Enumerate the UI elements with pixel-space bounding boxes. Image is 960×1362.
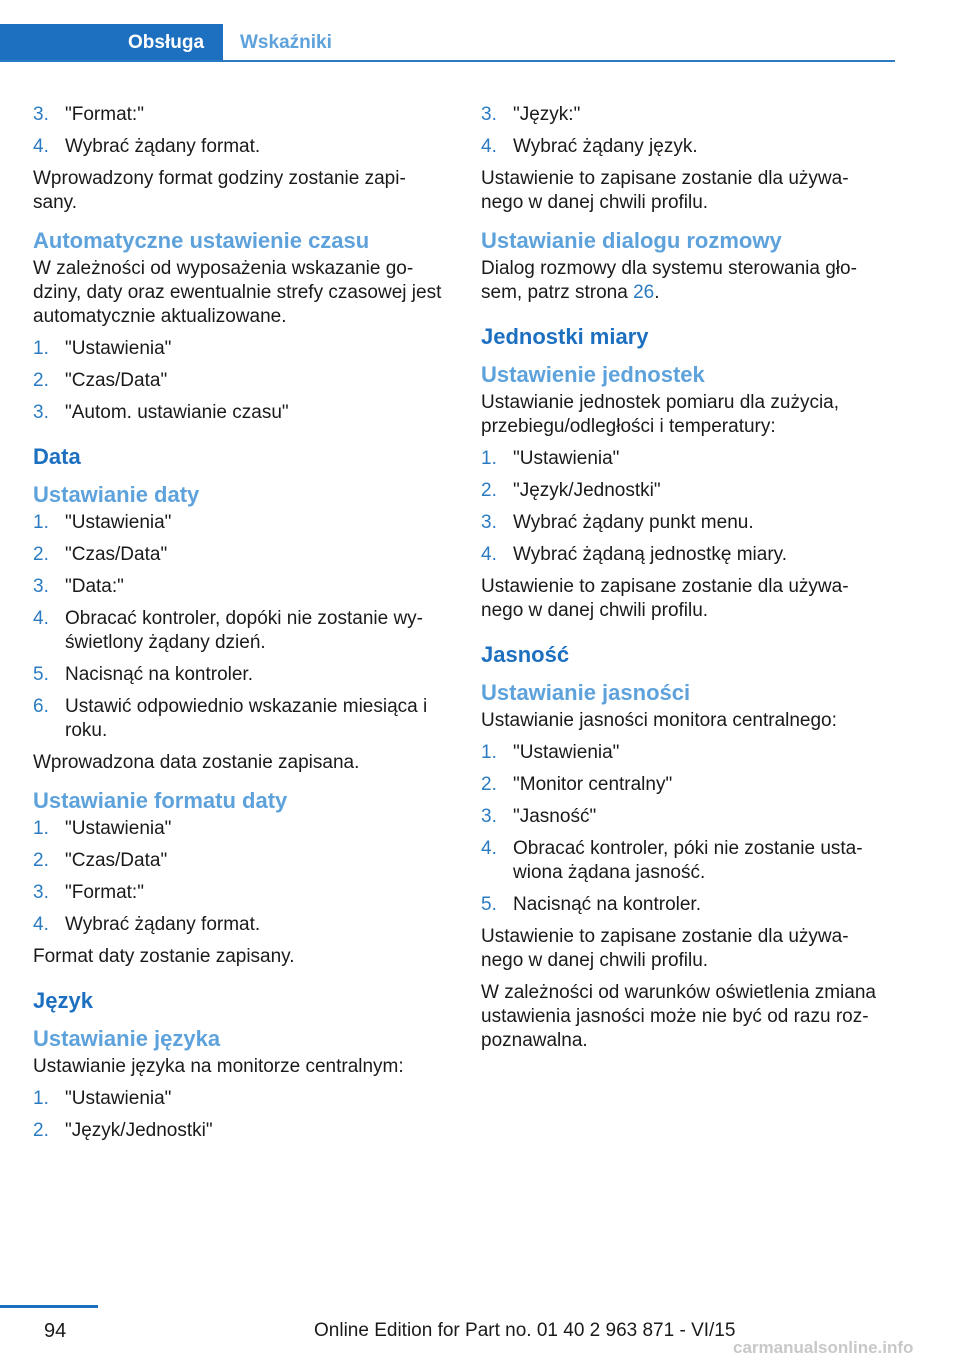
list-item	[481, 741, 896, 765]
list-text: Ustawić odpowiednio wskazanie miesiąca i roku.	[65, 696, 428, 741]
list-item	[33, 1087, 448, 1111]
page-reference-link[interactable]: 26	[633, 282, 655, 303]
header-rule	[0, 60, 895, 62]
subsection-heading: Ustawianie formatu daty	[33, 788, 288, 813]
list-text: "Ustawienia"	[65, 1088, 172, 1109]
list-number: 4.	[481, 136, 497, 157]
list-item	[481, 479, 896, 503]
list-item	[33, 401, 448, 425]
list-item	[33, 663, 448, 687]
list-item	[33, 337, 448, 361]
list-number: 4.	[33, 608, 49, 629]
list-number: 4.	[481, 544, 497, 565]
list-item	[33, 135, 448, 159]
list-number: 2.	[33, 544, 49, 565]
paragraph	[33, 945, 448, 969]
paragraph	[33, 257, 448, 329]
list-number: 3.	[481, 512, 497, 533]
list-number: 5.	[481, 894, 497, 915]
list-text: "Monitor centralny"	[513, 774, 673, 795]
list-number: 1.	[481, 448, 497, 469]
list-item	[481, 135, 896, 159]
paragraph	[481, 981, 896, 1053]
paragraph-text: Ustawianie jasności monitora centralnego:	[481, 710, 837, 731]
paragraph	[481, 925, 896, 973]
paragraph-text: Ustawienie to zapisane zostanie dla używa‐ nego w danej chwili profilu.	[481, 576, 849, 621]
list-text: Obracać kontroler, dopóki nie zostanie wy‐ świetlony żądany dzień.	[65, 608, 424, 653]
list-item	[481, 773, 896, 797]
list-item	[33, 1119, 448, 1143]
paragraph-text: Wprowadzona data zostanie zapisana.	[33, 752, 360, 773]
list-number: 1.	[481, 742, 497, 763]
paragraph-text-end: .	[654, 282, 660, 303]
left-column	[33, 103, 448, 1151]
list-text: "Ustawienia"	[65, 512, 172, 533]
subsection-heading: Ustawianie daty	[33, 482, 200, 507]
paragraph	[33, 751, 448, 775]
list-text: "Czas/Data"	[65, 850, 168, 871]
list-text: "Format:"	[65, 104, 144, 125]
list-text: "Data:"	[65, 576, 124, 597]
paragraph-text: W zależności od wyposażenia wskazanie go‐ dziny, daty oraz ewentualnie strefy czasowej jest automatycznie aktualizowane.	[33, 258, 442, 327]
list-text: "Format:"	[65, 882, 144, 903]
list-item	[33, 913, 448, 937]
paragraph	[481, 257, 896, 305]
paragraph-text: Ustawianie jednostek pomiaru dla zużycia, przebiegu/odległości i temperatury:	[481, 392, 840, 437]
list-number: 2.	[481, 480, 497, 501]
watermark: carmanualsonline.info	[733, 1338, 914, 1357]
list-item	[481, 805, 896, 829]
list-number: 2.	[33, 1120, 49, 1141]
paragraph-text: W zależności od warunków oświetlenia zmiana ustawienia jasności może nie być od razu roz‐ poznawalna.	[481, 982, 876, 1051]
list-item	[481, 447, 896, 471]
list-item	[481, 511, 896, 535]
paragraph	[481, 709, 896, 733]
paragraph	[33, 167, 448, 215]
list-number: 3.	[481, 806, 497, 827]
right-column	[481, 103, 896, 1061]
list-number: 2.	[33, 370, 49, 391]
list-number: 4.	[33, 136, 49, 157]
paragraph	[481, 391, 896, 439]
paragraph-text: Format daty zostanie zapisany.	[33, 946, 295, 967]
list-item	[33, 369, 448, 393]
list-text: Nacisnąć na kontroler.	[65, 664, 253, 685]
list-number: 3.	[33, 402, 49, 423]
list-item	[481, 103, 896, 127]
list-number: 4.	[33, 914, 49, 935]
list-item	[481, 893, 896, 917]
edition-footer: Online Edition for Part no. 01 40 2 963 871 - VI/15	[314, 1320, 736, 1341]
list-text: "Język/Jednostki"	[513, 480, 661, 501]
paragraph	[481, 575, 896, 623]
list-number: 1.	[33, 818, 49, 839]
section-heading: Data	[33, 444, 81, 469]
header-tabbar	[0, 24, 895, 62]
section-heading: Język	[33, 988, 93, 1013]
list-number: 3.	[33, 882, 49, 903]
page-number-rule	[0, 1305, 98, 1308]
list-text: Wybrać żądany format.	[65, 136, 261, 157]
list-number: 5.	[33, 664, 49, 685]
list-item	[33, 103, 448, 127]
list-text: "Ustawienia"	[513, 742, 620, 763]
list-text: "Ustawienia"	[65, 818, 172, 839]
subsection-heading: Ustawienie jednostek	[481, 362, 705, 387]
list-number: 1.	[33, 512, 49, 533]
list-text: "Jasność"	[513, 806, 597, 827]
paragraph-text: Dialog rozmowy dla systemu sterowania gło‐ sem, patrz strona	[481, 258, 857, 303]
list-text: "Ustawienia"	[65, 338, 172, 359]
subsection-heading: Ustawianie jasności	[481, 680, 691, 705]
list-item	[33, 817, 448, 841]
list-number: 2.	[481, 774, 497, 795]
list-item	[33, 511, 448, 535]
list-number: 3.	[481, 104, 497, 125]
tab-obsluga[interactable]: Obsługa	[0, 24, 223, 62]
section-heading: Jednostki miary	[481, 324, 649, 349]
list-item	[481, 543, 896, 567]
list-number: 2.	[33, 850, 49, 871]
list-item	[33, 695, 448, 743]
list-number: 3.	[33, 104, 49, 125]
list-number: 4.	[481, 838, 497, 859]
list-text: Wybrać żądany punkt menu.	[513, 512, 754, 533]
list-text: "Czas/Data"	[65, 544, 168, 565]
list-text: Wybrać żądany format.	[65, 914, 261, 935]
paragraph-text: Ustawienie to zapisane zostanie dla używa‐ nego w danej chwili profilu.	[481, 926, 849, 971]
paragraph-text: Ustawianie języka na monitorze centralnym:	[33, 1056, 404, 1077]
list-text: Wybrać żądaną jednostkę miary.	[513, 544, 788, 565]
list-text: Wybrać żądany język.	[513, 136, 698, 157]
section-heading: Jasność	[481, 642, 570, 667]
subsection-heading: Automatyczne ustawienie czasu	[33, 228, 370, 253]
list-text: "Czas/Data"	[65, 370, 168, 391]
list-text: "Ustawienia"	[513, 448, 620, 469]
list-item	[481, 837, 896, 885]
list-text: Nacisnąć na kontroler.	[513, 894, 701, 915]
paragraph	[33, 1055, 448, 1079]
list-text: Obracać kontroler, póki nie zostanie usta‐ wiona żądana jasność.	[513, 838, 863, 883]
list-text: "Język/Jednostki"	[65, 1120, 213, 1141]
list-item	[33, 849, 448, 873]
list-number: 3.	[33, 576, 49, 597]
tab-wskazniki[interactable]: Wskaźniki	[240, 32, 332, 53]
list-number: 1.	[33, 338, 49, 359]
paragraph-text: Ustawienie to zapisane zostanie dla używa‐ nego w danej chwili profilu.	[481, 168, 849, 213]
paragraph	[481, 167, 896, 215]
list-item	[33, 607, 448, 655]
list-text: "Język:"	[513, 104, 581, 125]
list-item	[33, 543, 448, 567]
list-text: "Autom. ustawianie czasu"	[65, 402, 289, 423]
list-item	[33, 575, 448, 599]
page-number: 94	[44, 1320, 67, 1342]
subsection-heading: Ustawianie dialogu rozmowy	[481, 228, 782, 253]
list-number: 1.	[33, 1088, 49, 1109]
list-item	[33, 881, 448, 905]
paragraph-text: Wprowadzony format godziny zostanie zapi‐ sany.	[33, 168, 406, 213]
list-number: 6.	[33, 696, 49, 717]
subsection-heading: Ustawianie języka	[33, 1026, 221, 1051]
